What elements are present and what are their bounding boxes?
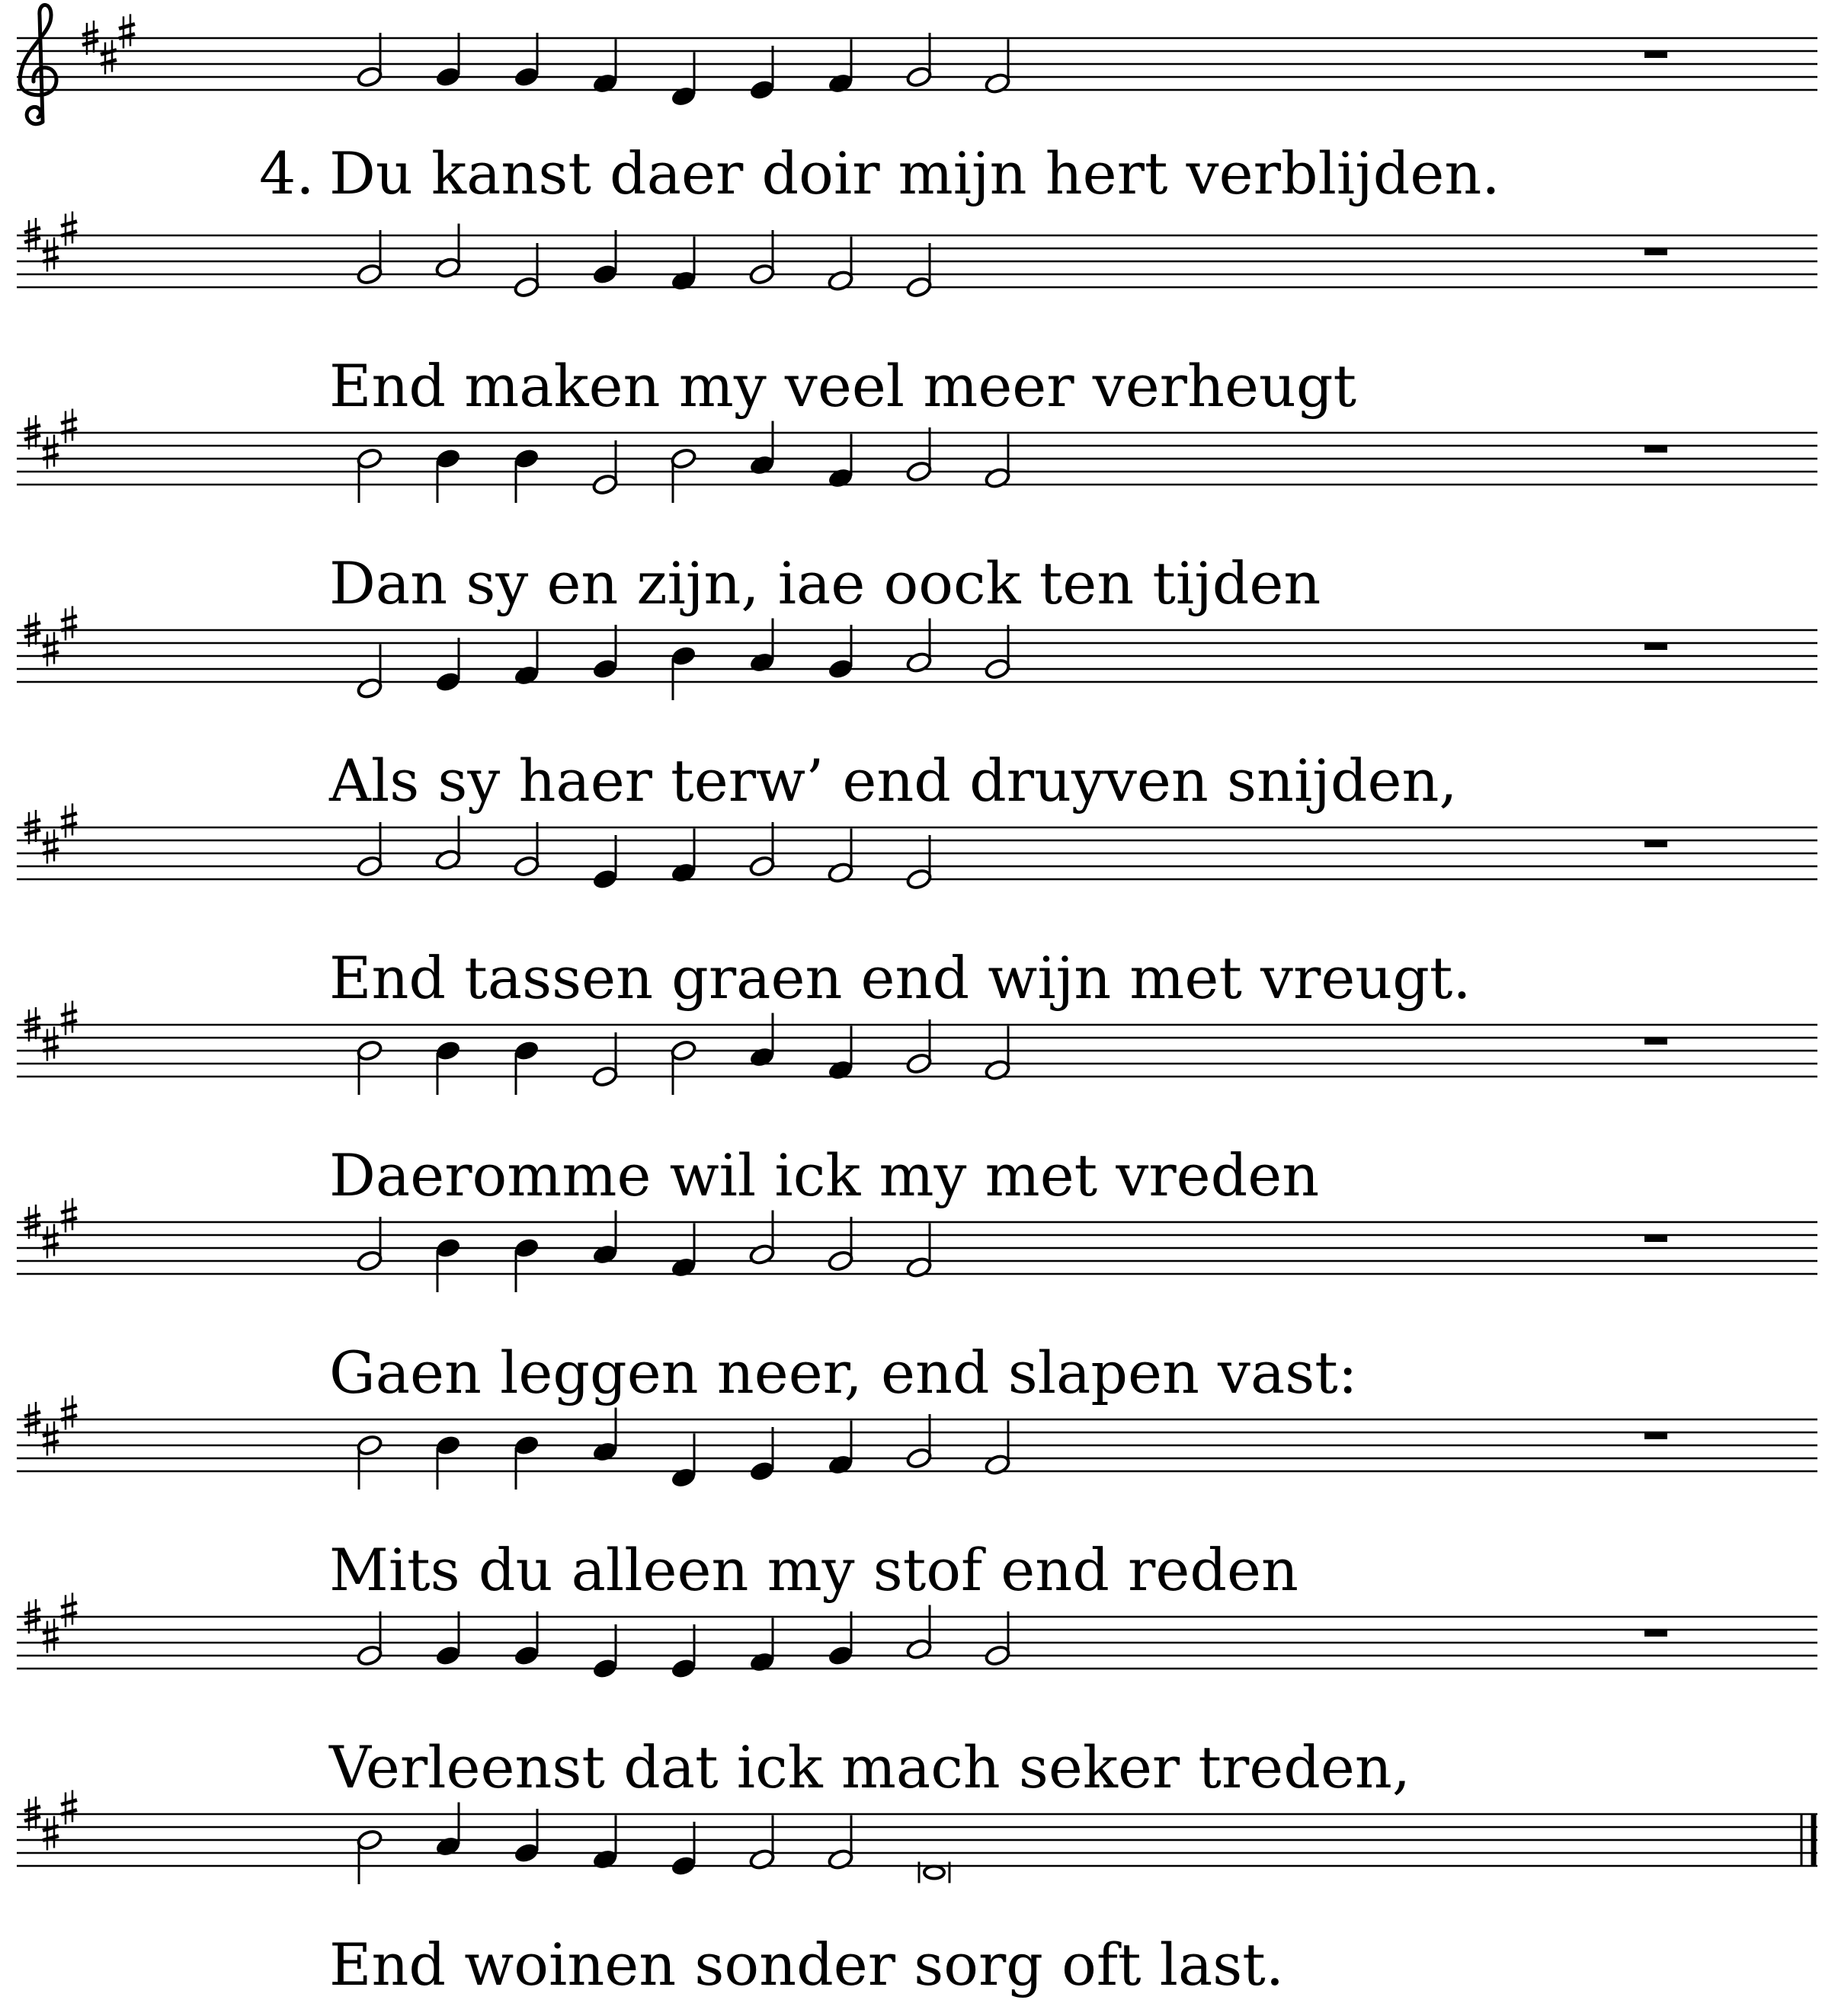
half-rest <box>1644 248 1667 255</box>
quarter-note <box>670 53 696 108</box>
key-signature <box>24 212 77 272</box>
quarter-note <box>434 33 461 88</box>
verse-number: 4. <box>259 139 315 207</box>
half-note <box>984 1026 1010 1082</box>
lyric-line: Du kanst daer doir mijn hert verblijden. <box>329 139 1500 207</box>
quarter-note <box>827 625 853 680</box>
quarter-note <box>513 1237 540 1292</box>
half-note <box>356 822 383 878</box>
key-signature <box>24 1593 77 1653</box>
half-note <box>905 1224 932 1279</box>
half-note <box>984 1421 1010 1477</box>
half-note <box>356 1434 383 1490</box>
half-rest <box>1644 51 1667 58</box>
lyric-line: End tassen graen end wijn met vreugt. <box>329 944 1471 1012</box>
half-note <box>356 1611 383 1667</box>
half-rest <box>1644 1630 1667 1637</box>
key-signature <box>24 1396 77 1456</box>
breve-note <box>919 1862 949 1883</box>
quarter-note <box>434 1039 461 1095</box>
half-note <box>356 645 383 700</box>
quarter-note <box>591 40 618 95</box>
staff-system <box>17 1790 1817 1885</box>
half-note <box>984 625 1010 680</box>
half-rest <box>1644 840 1667 847</box>
half-note <box>905 33 932 88</box>
quarter-note <box>591 1624 618 1680</box>
lyric-line: Dan sy en zijn, iae oock ten tijden <box>329 549 1321 617</box>
quarter-note <box>670 1822 696 1877</box>
half-rest <box>1644 446 1667 453</box>
half-note <box>591 1032 618 1088</box>
half-note <box>591 440 618 496</box>
quarter-note <box>513 1809 540 1864</box>
half-note <box>434 224 461 280</box>
half-note <box>356 1829 383 1884</box>
lyric-line: Daeromme wil ick my met vreden <box>329 1141 1320 1209</box>
half-note <box>905 427 932 483</box>
half-note <box>748 1211 775 1266</box>
sharp-icon <box>61 1396 77 1430</box>
sharp-icon <box>43 238 59 272</box>
quarter-note <box>591 625 618 680</box>
half-note <box>513 243 540 299</box>
key-signature <box>24 1198 77 1259</box>
staff-system <box>17 1593 1817 1680</box>
lyric-line: Gaen leggen neer, end slapen vast: <box>329 1339 1358 1406</box>
sharp-icon <box>61 804 77 838</box>
quarter-note <box>591 1408 618 1464</box>
half-note <box>356 33 383 88</box>
half-note <box>827 237 853 293</box>
sharp-icon <box>43 1224 59 1259</box>
sharp-icon <box>43 1816 59 1851</box>
half-note <box>905 835 932 891</box>
quarter-note <box>748 46 775 101</box>
half-note <box>905 1414 932 1470</box>
staff-system <box>17 1396 1817 1490</box>
half-note <box>905 243 932 299</box>
half-note <box>827 829 853 885</box>
sharp-icon <box>43 1619 59 1653</box>
staff-system <box>17 804 1817 891</box>
half-note <box>905 1019 932 1075</box>
quarter-note <box>434 1434 461 1490</box>
sharp-icon <box>61 409 77 443</box>
half-rest <box>1644 1235 1667 1242</box>
quarter-note <box>827 40 853 95</box>
quarter-note <box>670 645 696 700</box>
half-rest <box>1644 643 1667 650</box>
half-note <box>748 822 775 878</box>
sharp-icon <box>43 830 59 864</box>
quarter-note <box>513 447 540 503</box>
quarter-note <box>513 1611 540 1667</box>
quarter-note <box>513 632 540 687</box>
lyric-line: End woinen sonder sorg oft last. <box>329 1931 1284 1998</box>
staff-system <box>17 606 1817 701</box>
sharp-icon <box>61 606 77 641</box>
staff-system <box>17 1001 1817 1096</box>
quarter-note <box>748 1618 775 1674</box>
staff-system <box>17 5 1817 124</box>
sharp-icon <box>61 1790 77 1825</box>
sharp-icon <box>43 1422 59 1456</box>
staff-system <box>17 212 1817 299</box>
quarter-note <box>827 1026 853 1082</box>
sharp-icon <box>61 1593 77 1627</box>
staff-system <box>17 1198 1817 1293</box>
quarter-note <box>513 1434 540 1490</box>
quarter-note <box>591 1211 618 1266</box>
key-signature <box>24 1001 77 1061</box>
quarter-note <box>670 237 696 293</box>
lyric-line: Mits du alleen my stof end reden <box>329 1536 1298 1604</box>
half-note <box>984 434 1010 490</box>
quarter-note <box>670 1434 696 1490</box>
lyric-line: Verleenst dat ick mach seker treden, <box>329 1733 1411 1801</box>
quarter-note <box>670 1224 696 1279</box>
half-note <box>513 822 540 878</box>
quarter-note <box>827 434 853 490</box>
sharp-icon <box>61 212 77 246</box>
half-note <box>670 447 696 503</box>
lyric-line: Als sy haer terw’ end druyven snijden, <box>329 747 1458 814</box>
sharp-icon <box>101 40 117 75</box>
quarter-note <box>513 33 540 88</box>
quarter-note <box>434 1611 461 1667</box>
key-signature <box>82 14 135 75</box>
quarter-note <box>434 1237 461 1292</box>
sharp-icon <box>119 14 135 49</box>
half-note <box>984 40 1010 95</box>
lyric-line: End maken my veel meer verheugt <box>329 352 1357 420</box>
sharp-icon <box>61 1198 77 1233</box>
half-note <box>905 619 932 674</box>
half-rest <box>1644 1038 1667 1045</box>
half-note <box>984 1611 1010 1667</box>
half-note <box>748 230 775 286</box>
key-signature <box>24 409 77 469</box>
key-signature <box>24 804 77 864</box>
sharp-icon <box>43 632 59 667</box>
staff <box>17 1814 1817 1866</box>
half-note <box>827 1217 853 1272</box>
quarter-note <box>434 447 461 503</box>
quarter-note <box>748 421 775 477</box>
half-note <box>356 230 383 286</box>
half-note <box>356 1217 383 1272</box>
quarter-note <box>591 1816 618 1871</box>
quarter-note <box>827 1421 853 1477</box>
quarter-note <box>513 1039 540 1095</box>
half-note <box>905 1605 932 1661</box>
half-note <box>434 816 461 872</box>
half-rest <box>1644 1432 1667 1439</box>
sharp-icon <box>43 1027 59 1061</box>
half-note <box>670 1039 696 1095</box>
staff-system <box>17 409 1817 504</box>
sharp-icon <box>43 435 59 469</box>
quarter-note <box>591 230 618 286</box>
quarter-note <box>434 638 461 693</box>
quarter-note <box>748 619 775 674</box>
quarter-note <box>670 1624 696 1680</box>
key-signature <box>24 1790 77 1851</box>
sharp-icon <box>61 1001 77 1035</box>
quarter-note <box>591 835 618 891</box>
quarter-note <box>434 1803 461 1858</box>
quarter-note <box>748 1427 775 1483</box>
half-note <box>748 1816 775 1871</box>
half-note <box>356 447 383 503</box>
half-note <box>827 1816 853 1871</box>
quarter-note <box>827 1611 853 1667</box>
half-note <box>356 1039 383 1095</box>
quarter-note <box>670 829 696 885</box>
quarter-note <box>748 1013 775 1069</box>
key-signature <box>24 606 77 667</box>
